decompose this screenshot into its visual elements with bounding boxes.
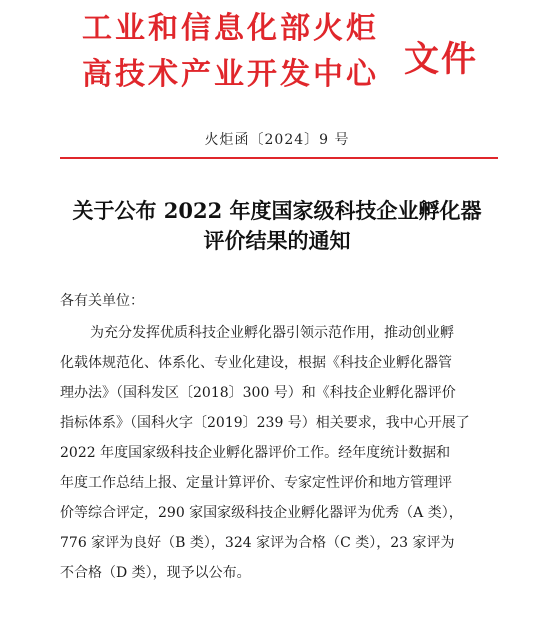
issuer-line-1: 工业和信息化部火炬 — [82, 11, 379, 46]
issuer-name — [82, 6, 379, 98]
body-line-8: 776 家评为良好（B 类），324 家评为合格（C 类），23 家评为 — [60, 535, 455, 551]
issuer-line-2: 高技术产业开发中心 — [82, 57, 379, 92]
body-line-6: 年度工作总结上报、定量计算评价、专家定性评价和地方管理评 — [60, 475, 452, 491]
body-line-2: 化载体规范化、体系化、专业化建设，根据《科技企业孵化器管 — [60, 355, 452, 371]
red-separator-line — [60, 157, 498, 159]
body-line-5: 2022 年度国家级科技企业孵化器评价工作。经年度统计数据和 — [60, 445, 451, 461]
salutation: 各有关单位： — [60, 293, 144, 309]
body-line-7: 价等综合评定，290 家国家级科技企业孵化器评为优秀（A 类）， — [60, 505, 463, 521]
body-line-1: 为充分发挥优质科技企业孵化器引领示范作用，推动创业孵 — [90, 325, 454, 341]
body-line-3: 理办法》（国科发区〔2018〕300 号）和《科技企业孵化器评价 — [60, 385, 456, 401]
body-line-4: 指标体系》（国科火字〔2019〕239 号）相关要求，我中心开展了 — [60, 415, 470, 431]
title-line-1: 关于公布 2022 年度国家级科技企业孵化器 — [72, 198, 482, 223]
document-number: 火炬函〔2024〕9 号 — [204, 132, 350, 148]
document-type-word: 文件 — [404, 39, 479, 80]
document-title — [0, 196, 554, 256]
title-line-2: 评价结果的通知 — [203, 228, 351, 253]
body-line-9: 不合格（D 类），现予以公布。 — [60, 565, 251, 581]
